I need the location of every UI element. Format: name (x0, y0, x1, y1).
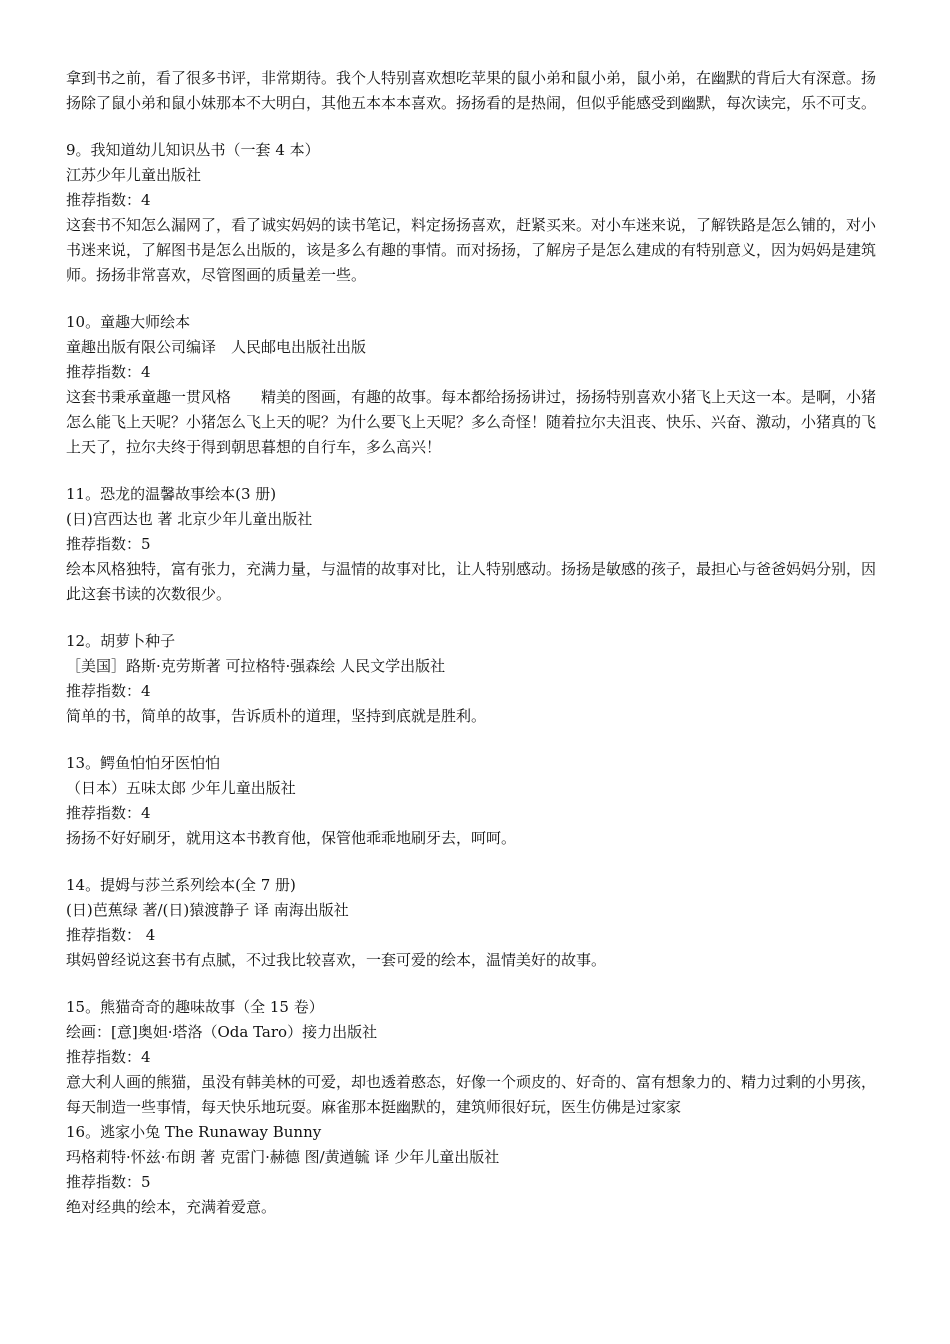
book-review: 绘本风格独特，富有张力，充满力量，与温情的故事对比，让人特别感动。扬扬是敏感的孩子，最担心与爸爸妈妈分别，因此这套书读的次数很少。 (66, 560, 877, 603)
book-rating: 推荐指数：4 (66, 804, 151, 822)
book-entry-9 (66, 138, 888, 288)
book-title: 15。熊猫奇奇的趣味故事（全 15 卷） (66, 998, 324, 1016)
book-title: 12。胡萝卜种子 (66, 632, 176, 650)
book-title: 9。我知道幼儿知识丛书（一套 4 本） (66, 141, 320, 159)
book-entry-10 (66, 310, 888, 460)
book-publisher: ［美国］路斯·克劳斯著 可拉格特·强森绘 人民文学出版社 (66, 657, 446, 675)
book-publisher: 江苏少年儿童出版社 (66, 166, 202, 184)
book-rating: 推荐指数：4 (66, 363, 151, 381)
book-rating: 推荐指数： 4 (66, 926, 156, 944)
book-publisher: （日本）五味太郎 少年儿童出版社 (66, 779, 296, 797)
intro-paragraph: 拿到书之前，看了很多书评，非常期待。我个人特别喜欢想吃苹果的鼠小弟和鼠小弟，鼠小弟，在幽默的背后大有深意。扬扬除了鼠小弟和鼠小妹那本不大明白，其他五本本本喜欢。扬扬看的是热闹，但似乎能感受到幽默，每次读完，乐不可支。 (66, 69, 877, 112)
book-title: 11。恐龙的温馨故事绘本(3 册) (66, 485, 277, 503)
book-rating: 推荐指数：4 (66, 191, 151, 209)
book-rating: 推荐指数：4 (66, 1048, 151, 1066)
book-entry-12 (66, 629, 888, 729)
book-publisher: 玛格莉特·怀兹·布朗 著 克雷门·赫德 图/黄遒毓 译 少年儿童出版社 (66, 1148, 500, 1166)
book-title: 16。逃家小兔 The Runaway Bunny (66, 1123, 322, 1141)
book-publisher: 绘画：[意]奥妲·塔洛（Oda Taro）接力出版社 (66, 1023, 378, 1041)
document-page (66, 66, 888, 1220)
book-rating: 推荐指数：5 (66, 535, 151, 553)
book-entry-16 (66, 1120, 888, 1220)
book-entry-15 (66, 995, 888, 1120)
book-review: 琪妈曾经说这套书有点腻，不过我比较喜欢，一套可爱的绘本，温情美好的故事。 (66, 951, 607, 969)
book-review: 意大利人画的熊猫，虽没有韩美林的可爱，却也透着憨态，好像一个顽皮的、好奇的、富有想象力的、精力过剩的小男孩，每天制造一些事情，每天快乐地玩耍。麻雀那本挺幽默的，建筑师很好玩，医生仿佛是过家家 (66, 1073, 877, 1116)
book-rating: 推荐指数：5 (66, 1173, 151, 1191)
book-entry-13 (66, 751, 888, 851)
book-publisher: 童趣出版有限公司编译 人民邮电出版社出版 (66, 338, 367, 356)
book-publisher: (日)宫西达也 著 北京少年儿童出版社 (66, 510, 313, 528)
book-title: 14。提姆与莎兰系列绘本(全 7 册) (66, 876, 296, 894)
book-review: 这套书不知怎么漏网了，看了诚实妈妈的读书笔记，料定扬扬喜欢，赶紧买来。对小车迷来说，了解铁路是怎么铺的，对小书迷来说，了解图书是怎么出版的，该是多么有趣的事情。而对扬扬，了解房子是怎么建成的有特别意义，因为妈妈是建筑师。扬扬非常喜欢，尽管图画的质量差一些。 (66, 216, 877, 284)
book-rating: 推荐指数：4 (66, 682, 151, 700)
book-review: 简单的书，简单的故事，告诉质朴的道理，坚持到底就是胜利。 (66, 707, 487, 725)
book-publisher: (日)芭蕉绿 著/(日)猿渡静子 译 南海出版社 (66, 901, 349, 919)
book-title: 10。童趣大师绘本 (66, 313, 191, 331)
book-review: 绝对经典的绘本，充满着爱意。 (66, 1198, 277, 1216)
book-review: 这套书秉承童趣一贯风格 精美的图画，有趣的故事。每本都给扬扬讲过，扬扬特别喜欢小猪飞上天这一本。是啊，小猪怎么能飞上天呢？小猪怎么飞上天的呢？为什么要飞上天呢？多么奇怪！随着拉尔夫沮丧、快乐、兴奋、激动，小猪真的飞上天了，拉尔夫终于得到朝思暮想的自行车，多么高兴！ (66, 388, 877, 456)
book-entry-11 (66, 482, 888, 607)
book-review: 扬扬不好好刷牙，就用这本书教育他，保管他乖乖地刷牙去，呵呵。 (66, 829, 517, 847)
book-title: 13。鳄鱼怕怕牙医怕怕 (66, 754, 221, 772)
book-entry-14 (66, 873, 888, 973)
